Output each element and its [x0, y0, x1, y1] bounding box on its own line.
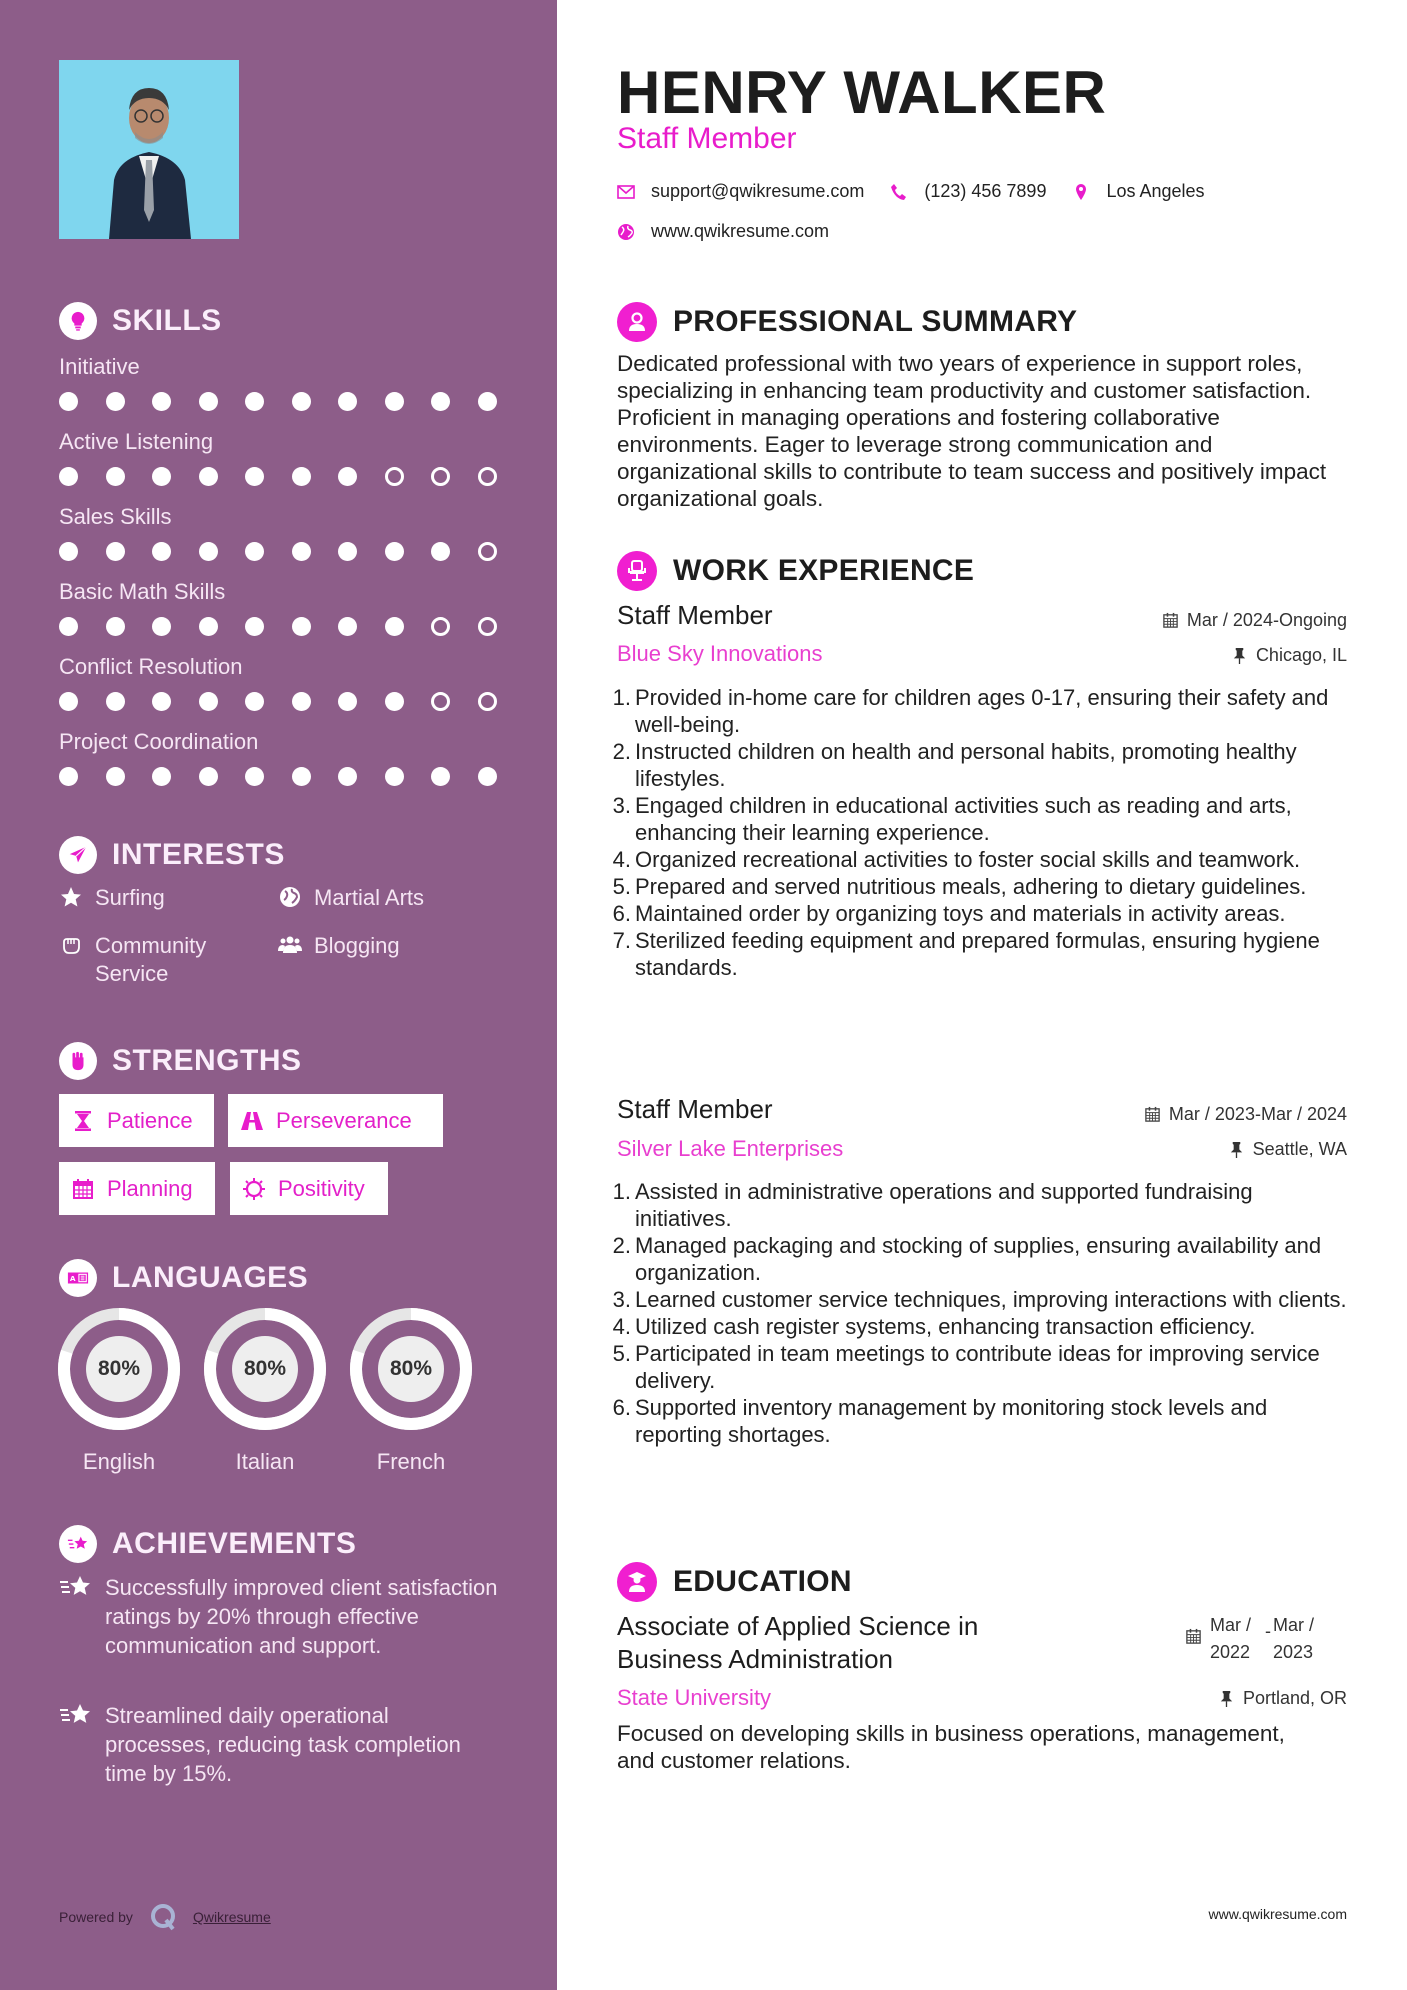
strength-label: Perseverance [276, 1107, 412, 1133]
skill-name: Active Listening [59, 429, 214, 454]
pushpin-icon [1231, 647, 1248, 664]
strengths-heading [59, 1042, 302, 1080]
rating-dot-filled [152, 542, 171, 561]
job-company: Blue Sky Innovations [617, 641, 823, 666]
qwikresume-link[interactable]: Qwikresume [192, 1909, 271, 1925]
fist-icon [59, 1042, 97, 1080]
calendar-icon [71, 1177, 95, 1201]
profile-photo [59, 60, 239, 239]
language-item [203, 1307, 327, 1475]
skill-name: Conflict Resolution [59, 654, 243, 679]
job-title: Staff Member [617, 600, 773, 630]
strength-label: Positivity [278, 1175, 365, 1201]
language-progress-ring [349, 1307, 473, 1431]
job-location [1228, 1139, 1347, 1160]
strength-badge [59, 1162, 215, 1215]
rating-dot-empty [478, 542, 497, 561]
contact-email[interactable]: support@qwikresume.com [651, 181, 865, 201]
date-separator: - [1265, 1621, 1272, 1641]
education-start: Mar / 2022 [1210, 1615, 1252, 1662]
rating-dot-filled [338, 767, 357, 786]
job-location-text: Chicago, IL [1255, 645, 1347, 665]
education-heading [617, 1562, 852, 1602]
rating-dot-empty [385, 467, 404, 486]
rating-dot-filled [338, 617, 357, 636]
rating-dot-filled [59, 767, 78, 786]
lightbulb-icon [59, 302, 97, 340]
interest-label: Martial Arts [314, 885, 425, 910]
shooting-star-icon [59, 1573, 93, 1601]
job-bullet: 5. Participated in team meetings to contribute ideas for improving service delivery. [612, 1341, 1320, 1393]
rating-dot-empty [478, 692, 497, 711]
candidate-name: HENRY WALKER [617, 59, 1107, 126]
strengths-title: STRENGTHS [112, 1044, 302, 1077]
job-bullet: 3. Learned customer service techniques, improving interactions with clients. [612, 1287, 1347, 1312]
summary-text: Dedicated professional with two years of experience in support roles, specializing in enhancing team productivity and customer satisfaction. Proficient in managing operations and fostering collaborative environments. Eager to leverage strong communication and organizational skills to contribute to team success and positively impact organizational goals. [617, 351, 1327, 511]
skill-item [59, 654, 509, 711]
rating-dot-filled [59, 692, 78, 711]
contact-row [617, 181, 1205, 202]
user-icon [617, 302, 657, 342]
experience-heading [617, 551, 974, 591]
rating-dot-filled [152, 767, 171, 786]
graduate-icon [617, 1562, 657, 1602]
rating-dot-filled [338, 392, 357, 411]
contact-phone[interactable]: (123) 456 7899 [924, 181, 1047, 201]
strength-badge [230, 1162, 388, 1215]
skill-item [59, 579, 509, 636]
language-percent: 80% [86, 1336, 152, 1402]
rating-dot-filled [152, 692, 171, 711]
interest-item [59, 884, 165, 912]
interest-item [278, 884, 424, 912]
map-pin-icon [1072, 183, 1090, 201]
job-bullet: 4. Organized recreational activities to foster social skills and teamwork. [612, 847, 1301, 872]
rating-dot-filled [152, 467, 171, 486]
hand-icon [59, 933, 85, 959]
job-bullets [608, 684, 1353, 981]
achievements-heading [59, 1525, 356, 1563]
rating-dot-filled [431, 767, 450, 786]
interests-title: INTERESTS [112, 838, 285, 871]
language-name: French [376, 1449, 446, 1474]
rating-dot-empty [431, 617, 450, 636]
star-icon [59, 885, 85, 911]
calendar-icon [1144, 1106, 1161, 1123]
profile-photo-image [59, 60, 239, 239]
rating-dot-filled [431, 542, 450, 561]
rating-dot-filled [478, 767, 497, 786]
rating-dot-filled [106, 542, 125, 561]
rating-dot-filled [245, 617, 264, 636]
envelope-icon [617, 183, 635, 201]
shooting-star-icon [59, 1701, 93, 1729]
summary-title: PROFESSIONAL SUMMARY [673, 305, 1078, 338]
calendar-icon [1185, 1628, 1202, 1645]
job-bullet: 5. Prepared and served nutritious meals, adhering to dietary guidelines. [612, 874, 1307, 899]
rating-dot-filled [59, 617, 78, 636]
rating-dot-filled [385, 692, 404, 711]
globe-icon [617, 223, 635, 241]
rating-dot-filled [199, 392, 218, 411]
achievement-item [59, 1701, 499, 1788]
translate-icon [59, 1259, 97, 1297]
rating-dot-empty [478, 617, 497, 636]
language-item [349, 1307, 473, 1475]
rating-dot-filled [106, 392, 125, 411]
shooting-star-icon [59, 1525, 97, 1563]
sidebar [0, 0, 557, 1990]
achievement-text: Streamlined daily operational processes, reducing task completion time by 15%. [105, 1703, 461, 1786]
skill-rating [59, 467, 509, 486]
skill-name: Basic Math Skills [59, 579, 226, 604]
contact-location: Los Angeles [1106, 181, 1205, 201]
job-title: Staff Member [617, 1094, 773, 1124]
footer-website[interactable]: www.qwikresume.com [1208, 1906, 1347, 1922]
contact-row [617, 221, 829, 242]
skills-heading [59, 302, 222, 340]
strength-label: Planning [107, 1175, 193, 1201]
language-percent: 80% [232, 1336, 298, 1402]
skills-title: SKILLS [112, 304, 222, 337]
rating-dot-filled [292, 467, 311, 486]
education-school: State University [617, 1685, 772, 1710]
sun-icon [242, 1177, 266, 1201]
job-dates-text: Mar / 2023-Mar / 2024 [1168, 1104, 1347, 1124]
rating-dot-filled [199, 692, 218, 711]
rating-dot-filled [199, 767, 218, 786]
language-name: English [82, 1449, 156, 1474]
job-dates [1162, 610, 1347, 631]
job-location [1231, 645, 1347, 666]
education-title: EDUCATION [673, 1565, 852, 1598]
skill-rating [59, 392, 509, 411]
hourglass-icon [71, 1109, 95, 1133]
rating-dot-filled [106, 617, 125, 636]
achievement-item [59, 1573, 499, 1660]
languages-heading [59, 1259, 308, 1297]
skill-rating [59, 542, 509, 561]
rating-dot-filled [385, 392, 404, 411]
education-location-text: Portland, OR [1242, 1688, 1347, 1708]
job-location-text: Seattle, WA [1252, 1139, 1347, 1159]
education-end: Mar / 2023 [1273, 1615, 1315, 1662]
education-description: Focused on developing skills in business operations, management, and customer relations. [617, 1721, 1285, 1773]
rating-dot-filled [431, 392, 450, 411]
interest-item [278, 932, 400, 960]
rating-dot-filled [152, 392, 171, 411]
road-icon [240, 1109, 264, 1133]
strength-label: Patience [107, 1107, 193, 1133]
chair-icon [617, 551, 657, 591]
rating-dot-filled [385, 617, 404, 636]
language-progress-ring [203, 1307, 327, 1431]
rating-dot-filled [59, 467, 78, 486]
rating-dot-empty [478, 467, 497, 486]
job-company: Silver Lake Enterprises [617, 1136, 844, 1161]
contact-website[interactable]: www.qwikresume.com [651, 221, 830, 241]
job-bullet: 1. Assisted in administrative operations and supported fundraising initiatives. [612, 1179, 1253, 1231]
rating-dot-filled [106, 467, 125, 486]
rating-dot-filled [478, 392, 497, 411]
rating-dot-filled [199, 617, 218, 636]
rating-dot-filled [338, 542, 357, 561]
education-dates [1185, 1612, 1328, 1666]
phone-icon [890, 183, 908, 201]
candidate-role: Staff Member [617, 122, 797, 155]
language-item [57, 1307, 181, 1475]
rating-dot-filled [199, 467, 218, 486]
job-bullets [608, 1178, 1353, 1448]
experience-title: WORK EXPERIENCE [673, 554, 975, 587]
pushpin-icon [1228, 1141, 1245, 1158]
job-bullet: 6. Supported inventory management by monitoring stock levels and reporting shortages. [612, 1395, 1268, 1447]
interests-heading [59, 836, 285, 874]
svg-text:A: A [69, 1274, 77, 1284]
rating-dot-filled [385, 542, 404, 561]
skill-item [59, 729, 509, 786]
users-icon [278, 933, 304, 959]
qwikresume-logo-icon [149, 1902, 179, 1932]
rating-dot-filled [338, 692, 357, 711]
rating-dot-filled [59, 392, 78, 411]
summary-heading [617, 302, 1077, 342]
rating-dot-filled [338, 467, 357, 486]
job-dates [1144, 1104, 1347, 1125]
rating-dot-filled [292, 617, 311, 636]
interest-label: Blogging [314, 933, 400, 958]
job-bullet: 7. Sterilized feeding equipment and prepared formulas, ensuring hygiene standards. [612, 928, 1320, 980]
job-dates-text: Mar / 2024-Ongoing [1186, 610, 1347, 630]
language-percent: 80% [378, 1336, 444, 1402]
rating-dot-filled [59, 542, 78, 561]
rating-dot-filled [106, 692, 125, 711]
education-degree: Associate of Applied Science in Business Administration [617, 1611, 979, 1674]
rating-dot-empty [431, 692, 450, 711]
job-bullet: 1. Provided in-home care for children ages 0-17, ensuring their safety and well-being. [612, 685, 1329, 737]
achievements-title: ACHIEVEMENTS [112, 1527, 357, 1560]
skill-item [59, 504, 509, 561]
job-bullet: 3. Engaged children in educational activities such as reading and arts, enhancing their learning experience. [612, 793, 1292, 845]
rating-dot-filled [152, 617, 171, 636]
rating-dot-empty [431, 467, 450, 486]
job-bullet: 6. Maintained order by organizing toys and materials in activity areas. [612, 901, 1286, 926]
paper-plane-icon [59, 836, 97, 874]
achievement-text: Successfully improved client satisfaction ratings by 20% through effective communication and support. [105, 1575, 498, 1658]
skill-name: Project Coordination [59, 729, 259, 754]
languages-title: LANGUAGES [112, 1261, 309, 1294]
strength-badge [228, 1094, 443, 1147]
pushpin-icon [1218, 1690, 1235, 1707]
powered-by-label: Powered by [59, 1909, 133, 1925]
rating-dot-filled [385, 767, 404, 786]
job-bullet: 2. Instructed children on health and personal habits, promoting healthy lifestyles. [612, 739, 1297, 791]
globe-icon [278, 885, 304, 911]
rating-dot-filled [292, 767, 311, 786]
rating-dot-filled [245, 392, 264, 411]
rating-dot-filled [245, 692, 264, 711]
job-bullet: 2. Managed packaging and stocking of supplies, ensuring availability and organization. [612, 1233, 1322, 1285]
skill-item [59, 429, 509, 486]
skill-item [59, 354, 509, 411]
rating-dot-filled [292, 542, 311, 561]
rating-dot-filled [106, 767, 125, 786]
language-progress-ring [57, 1307, 181, 1431]
rating-dot-filled [292, 392, 311, 411]
strength-badge [59, 1094, 214, 1147]
skill-name: Sales Skills [59, 504, 172, 529]
interest-item [59, 932, 206, 988]
rating-dot-filled [292, 692, 311, 711]
interest-label: Community Service [95, 933, 207, 986]
skill-rating [59, 767, 509, 786]
interest-label: Surfing [95, 885, 165, 910]
rating-dot-filled [245, 467, 264, 486]
rating-dot-filled [245, 542, 264, 561]
skill-name: Initiative [59, 354, 140, 379]
job-bullet: 4. Utilized cash register systems, enhancing transaction efficiency. [612, 1314, 1256, 1339]
powered-by [59, 1902, 271, 1932]
language-name: Italian [235, 1449, 295, 1474]
skill-rating [59, 692, 509, 711]
calendar-icon [1162, 612, 1179, 629]
skill-rating [59, 617, 509, 636]
education-location [1218, 1688, 1347, 1709]
rating-dot-filled [245, 767, 264, 786]
rating-dot-filled [199, 542, 218, 561]
